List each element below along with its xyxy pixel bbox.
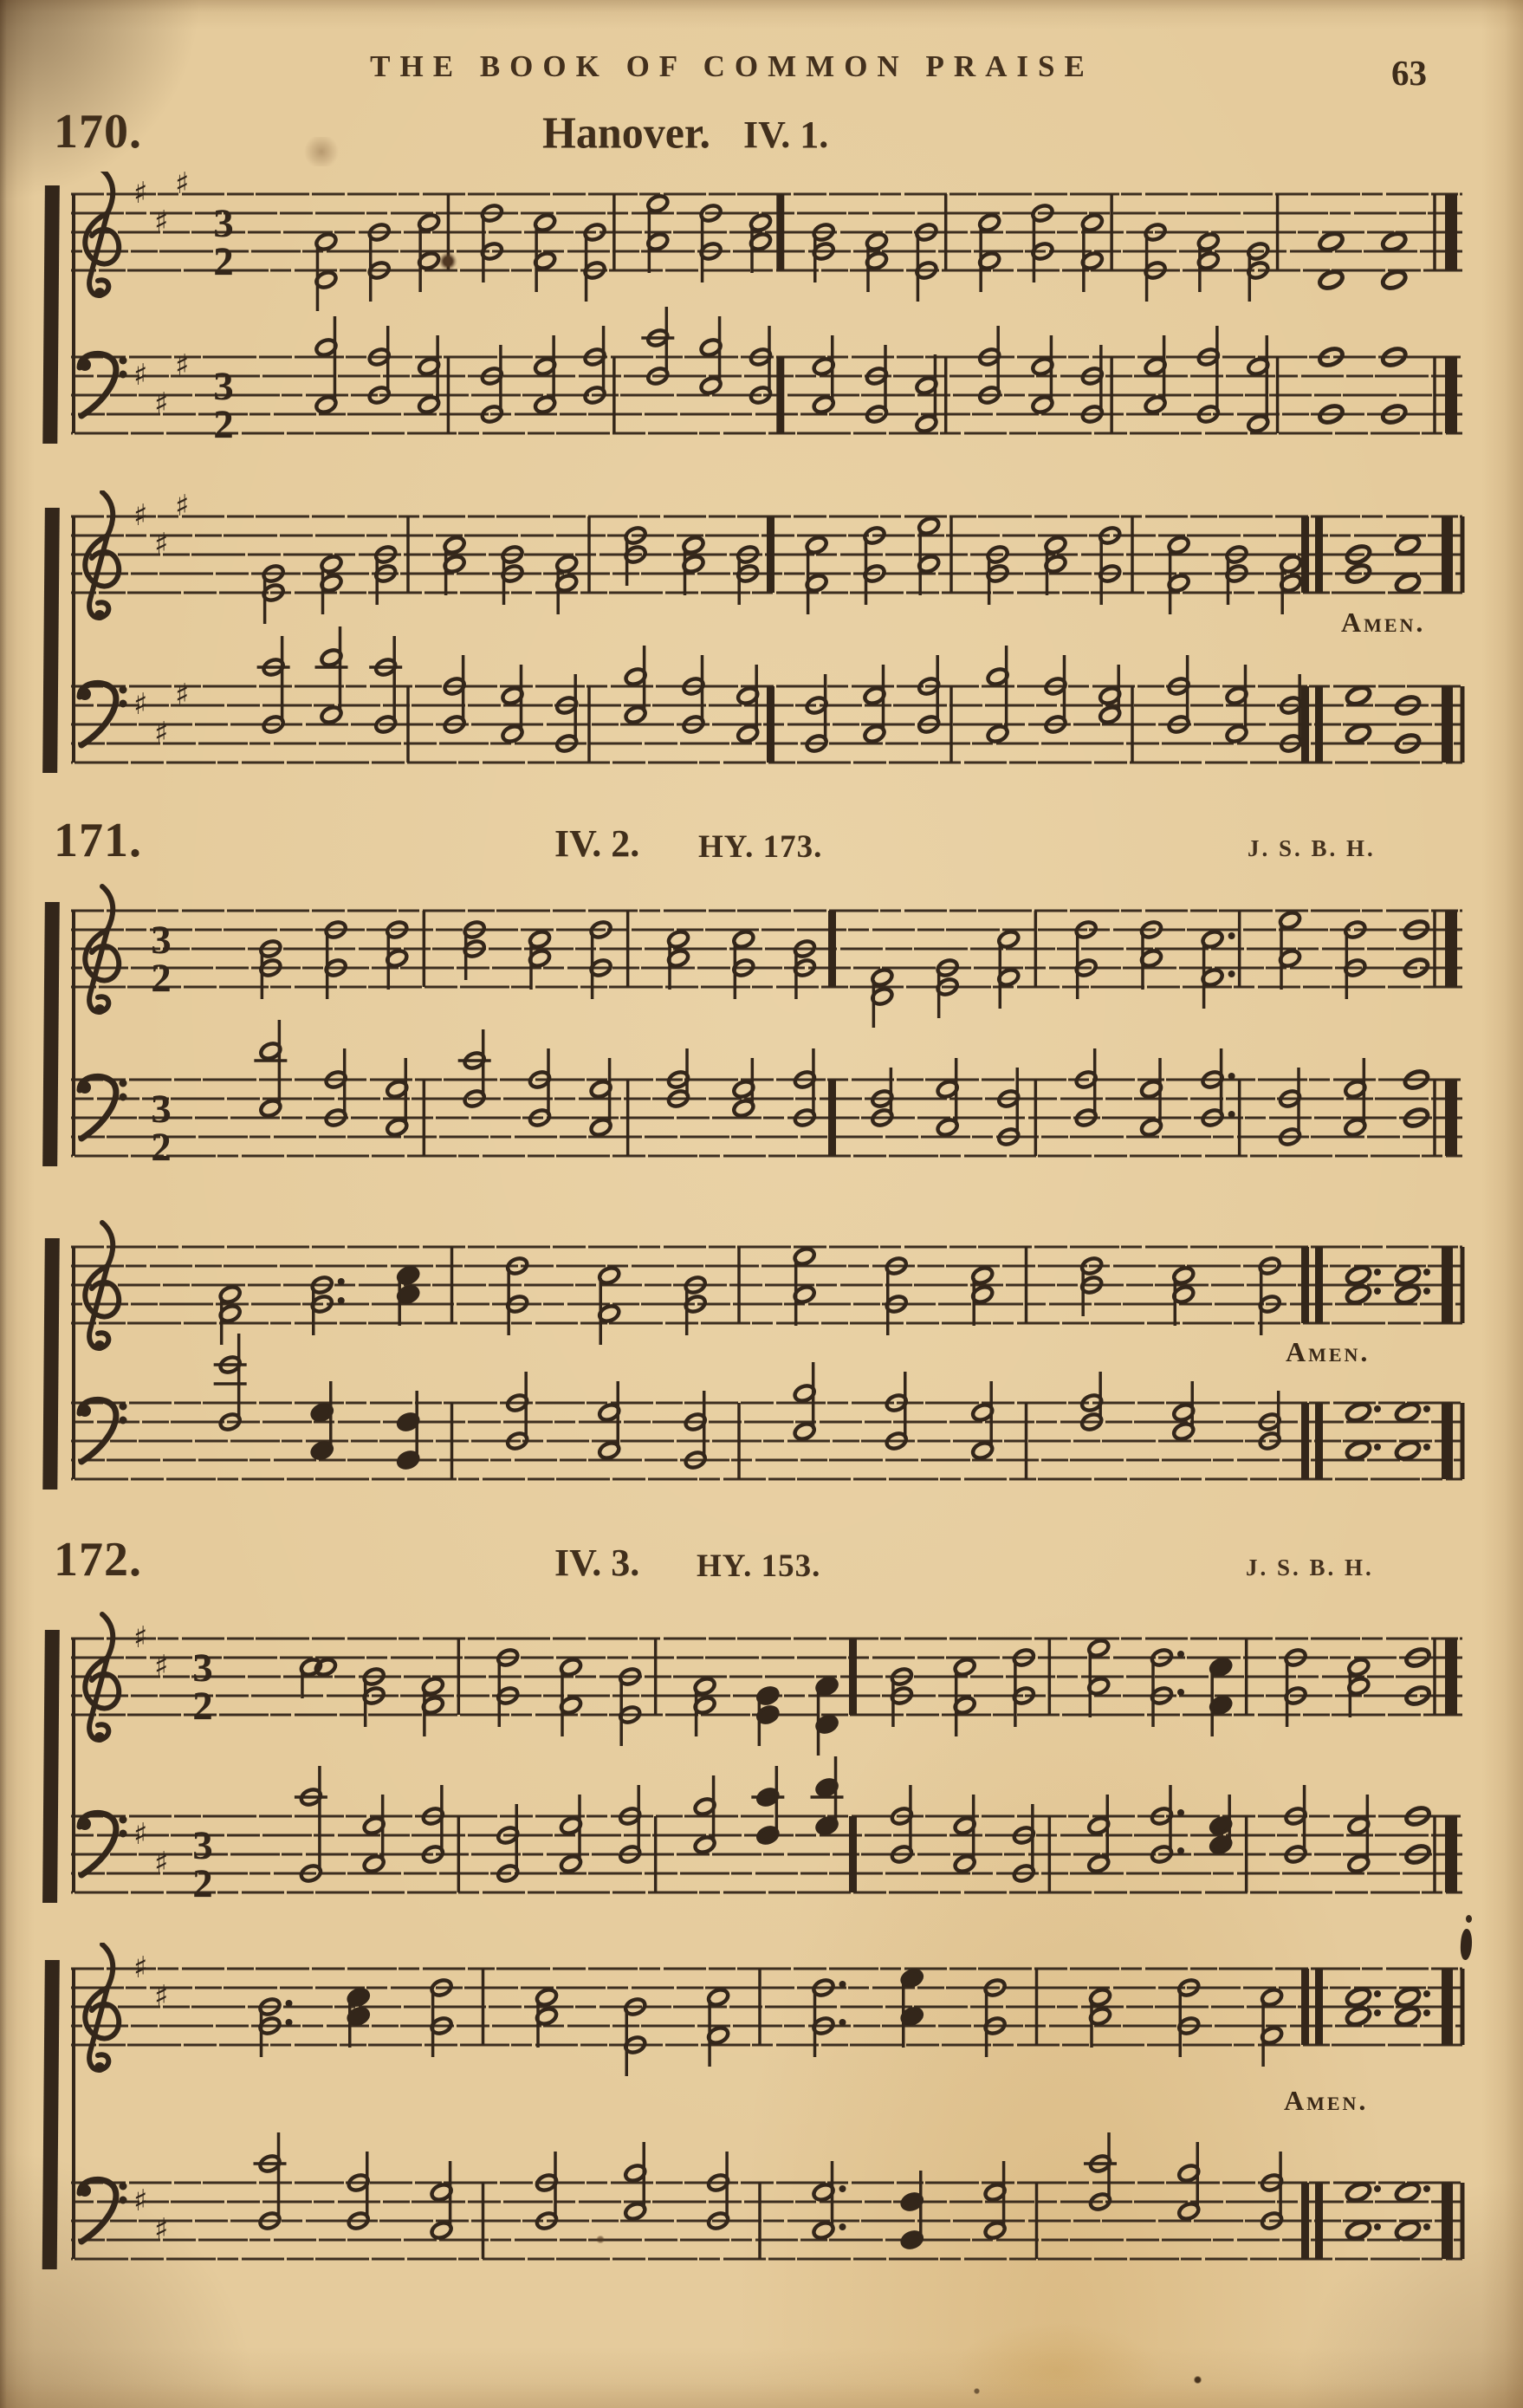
svg-text:♯: ♯ [133,498,148,533]
svg-text:3: 3 [213,201,234,246]
svg-text:♯: ♯ [154,386,169,421]
service-label: IV. 3. [554,1542,640,1584]
music-system-171-1 [31,884,1504,1182]
svg-text:3: 3 [192,1645,213,1691]
svg-text:2: 2 [192,1861,213,1906]
svg-text:♯: ♯ [133,176,148,211]
service-label: IV. 1. [743,114,829,156]
svg-text:♯: ♯ [154,1649,169,1684]
book-title: THE BOOK OF COMMON PRAISE [370,49,1094,83]
staff-system-svg [31,1220,1504,1511]
ink-smudge-dot [1466,1915,1472,1923]
svg-text:♯: ♯ [154,1979,169,2014]
svg-text:3: 3 [213,364,234,409]
svg-text:3: 3 [192,1823,213,1868]
svg-text:♯: ♯ [133,358,148,393]
staff-system-svg [31,1612,1504,1936]
staff-system-svg [31,172,1504,463]
staff-system-svg [31,1943,1504,2298]
amen-label: Amen. [1286,1336,1371,1367]
stain [974,2388,980,2394]
service-label: IV. 2. [554,822,640,865]
svg-text:♯: ♯ [175,172,190,201]
svg-text:2: 2 [213,402,234,447]
hymn-ref-label: HY. 153. [697,1548,821,1584]
stain [301,137,341,166]
svg-text:♯: ♯ [154,2212,169,2247]
svg-text:3: 3 [151,1087,172,1132]
staff-system-svg [31,490,1504,806]
svg-text:2: 2 [151,1125,172,1170]
svg-text:♯: ♯ [175,348,190,383]
hymn-number: 170. [54,105,142,159]
music-system-170-1 [31,172,1504,463]
stain [1194,2376,1202,2384]
tune-name: Hanover. [542,107,710,159]
staff-system-svg [31,884,1504,1182]
svg-text:♯: ♯ [154,716,169,750]
svg-text:♯: ♯ [175,490,190,523]
music-system-172-1 [31,1612,1504,1936]
music-system-172-2 [31,1943,1504,2298]
svg-text:♯: ♯ [133,2184,148,2218]
music-system-170-2 [31,490,1504,806]
svg-text:♯: ♯ [133,687,148,722]
hymn-number: 172. [54,1533,142,1587]
stain [953,2322,1161,2408]
hymn-number: 171. [54,814,142,867]
hymn-ref-label: HY. 173. [698,829,823,865]
page-number: 63 [1391,53,1427,93]
svg-text:2: 2 [151,956,172,1001]
composer-initials: J. S. B. H. [1246,1554,1374,1580]
svg-text:♯: ♯ [133,1620,148,1655]
amen-label: Amen. [1284,2085,1369,2116]
svg-text:3: 3 [151,918,172,963]
music-system-171-2 [31,1220,1504,1511]
amen-label: Amen. [1341,607,1426,638]
svg-text:♯: ♯ [154,204,169,239]
svg-text:2: 2 [192,1684,213,1729]
svg-text:2: 2 [213,239,234,284]
svg-text:♯: ♯ [154,1846,169,1880]
svg-text:♯: ♯ [175,678,190,712]
composer-initials: J. S. B. H. [1248,835,1376,861]
svg-text:♯: ♯ [154,527,169,561]
svg-text:♯: ♯ [133,1950,148,1985]
svg-text:♯: ♯ [133,1817,148,1852]
